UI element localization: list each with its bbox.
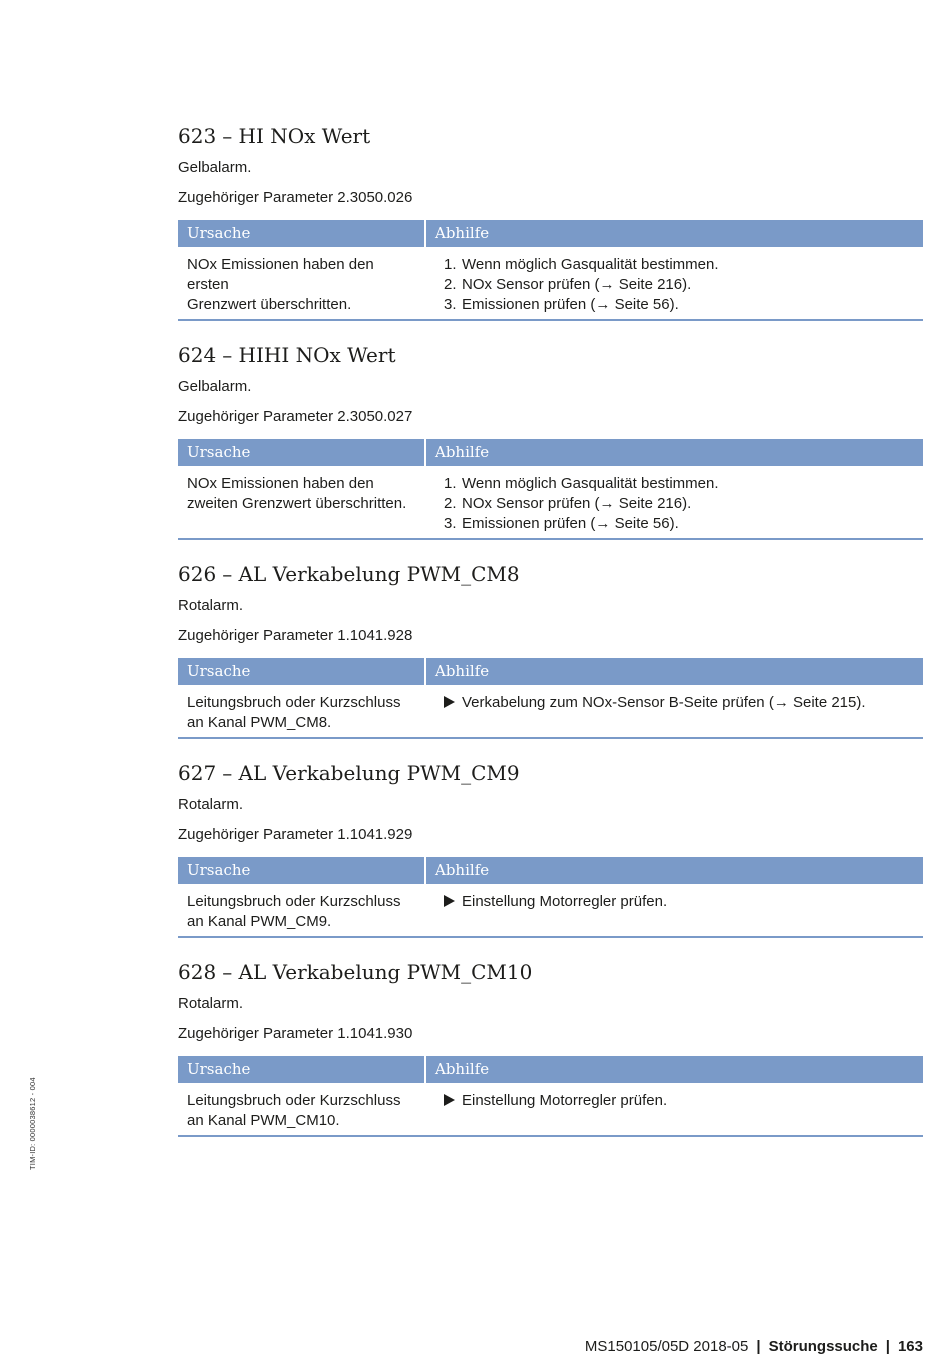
fault-code: 624 [178,343,217,367]
fault-title: – HI NOx Wert [222,124,371,148]
list-item [434,474,914,494]
cause-line: an Kanal PWM_CM8. [187,714,332,731]
alarm-type: Rotalarm. [178,995,244,1012]
cause-cell [178,884,425,937]
header-cause: Ursache [178,439,425,466]
section-title [178,757,923,789]
table-row [178,466,923,539]
header-remedy: Abhilfe [425,439,923,466]
cause-line: NOx Emissionen haben den [187,475,374,492]
cause-line: an Kanal PWM_CM10. [187,1112,340,1129]
header-remedy: Abhilfe [425,658,923,685]
list-item [434,295,914,315]
fault-code: 623 [178,124,217,148]
step-text: NOx Sensor prüfen (→ Seite 216). [462,276,692,293]
fault-title: – AL Verkabelung PWM_CM10 [222,960,533,984]
page-footer [585,1338,923,1355]
triangle-right-icon [444,895,455,907]
section-title [178,339,923,371]
action-text: Einstellung Motorregler prüfen. [462,1092,668,1109]
triangle-right-icon [444,1094,455,1106]
fault-table [178,658,923,739]
list-item [434,514,914,534]
fault-table [178,220,923,321]
cause-line: zweiten Grenzwert überschritten. [187,495,407,512]
fault-code: 628 [178,960,217,984]
list-item [434,494,914,514]
remedy-action [434,1091,914,1111]
action-text: Verkabelung zum NOx-Sensor B-Seite prüfen (→ Seite 215). [462,694,866,711]
triangle-right-icon [444,696,455,708]
step-text: Wenn möglich Gasqualität bestimmen. [462,256,719,273]
fault-table [178,857,923,938]
step-number: 3. [444,296,457,313]
action-text: Einstellung Motorregler prüfen. [462,893,668,910]
table-row [178,1083,923,1136]
header-cause: Ursache [178,1056,425,1083]
fault-section-627 [178,757,923,938]
header-remedy: Abhilfe [425,1056,923,1083]
related-parameter: Zugehöriger Parameter 2.3050.026 [178,189,413,206]
fault-title: – AL Verkabelung PWM_CM9 [222,761,520,785]
header-cause: Ursache [178,857,425,884]
remedy-action [434,693,914,713]
header-cause: Ursache [178,658,425,685]
list-item [434,275,914,295]
footer-separator: | [756,1338,761,1355]
remedy-cell [425,685,923,738]
section-title [178,956,923,988]
fault-section-626 [178,558,923,739]
cause-cell [178,247,425,320]
fault-title: – HIHI NOx Wert [222,343,396,367]
remedy-action [434,892,914,912]
step-text: Emissionen prüfen (→ Seite 56). [462,515,679,532]
page-content [178,120,923,1155]
table-row [178,247,923,320]
cause-cell [178,466,425,539]
header-remedy: Abhilfe [425,857,923,884]
cause-line: NOx Emissionen haben den ersten [187,256,374,293]
alarm-type: Gelbalarm. [178,159,252,176]
section-title [178,558,923,590]
fault-section-624 [178,339,923,540]
footer-separator: | [885,1338,890,1355]
step-text: NOx Sensor prüfen (→ Seite 216). [462,495,692,512]
cause-line: an Kanal PWM_CM9. [187,913,332,930]
chapter-name: Störungssuche [768,1338,878,1355]
cause-line: Grenzwert überschritten. [187,296,352,313]
fault-table [178,439,923,540]
step-number: 2. [444,495,457,512]
related-parameter: Zugehöriger Parameter 2.3050.027 [178,408,413,425]
page-number: 163 [897,1338,923,1355]
fault-code: 626 [178,562,217,586]
remedy-cell [425,466,923,539]
step-text: Emissionen prüfen (→ Seite 56). [462,296,679,313]
list-item [434,255,914,275]
alarm-type: Rotalarm. [178,796,244,813]
remedy-cell [425,884,923,937]
remedy-steps [434,474,914,534]
cause-line: Leitungsbruch oder Kurzschluss [187,694,401,711]
step-number: 2. [444,276,457,293]
fault-table [178,1056,923,1137]
related-parameter: Zugehöriger Parameter 1.1041.929 [178,826,413,843]
cause-line: Leitungsbruch oder Kurzschluss [187,1092,401,1109]
table-row [178,884,923,937]
cause-cell [178,1083,425,1136]
table-row [178,685,923,738]
cause-line: Leitungsbruch oder Kurzschluss [187,893,401,910]
remedy-steps [434,255,914,315]
header-remedy: Abhilfe [425,220,923,247]
document-id: TIM-ID: 0000038612 - 004 [28,1077,37,1170]
fault-section-623 [178,120,923,321]
cause-cell [178,685,425,738]
related-parameter: Zugehöriger Parameter 1.1041.930 [178,1025,413,1042]
remedy-cell [425,1083,923,1136]
section-title [178,120,923,152]
document-number: MS150105/05D 2018-05 [584,1338,749,1355]
alarm-type: Gelbalarm. [178,378,252,395]
related-parameter: Zugehöriger Parameter 1.1041.928 [178,627,413,644]
fault-section-628 [178,956,923,1137]
header-cause: Ursache [178,220,425,247]
step-text: Wenn möglich Gasqualität bestimmen. [462,475,719,492]
fault-title: – AL Verkabelung PWM_CM8 [222,562,520,586]
remedy-cell [425,247,923,320]
fault-code: 627 [178,761,217,785]
step-number: 1. [444,256,457,273]
step-number: 1. [444,475,457,492]
step-number: 3. [444,515,457,532]
alarm-type: Rotalarm. [178,597,244,614]
